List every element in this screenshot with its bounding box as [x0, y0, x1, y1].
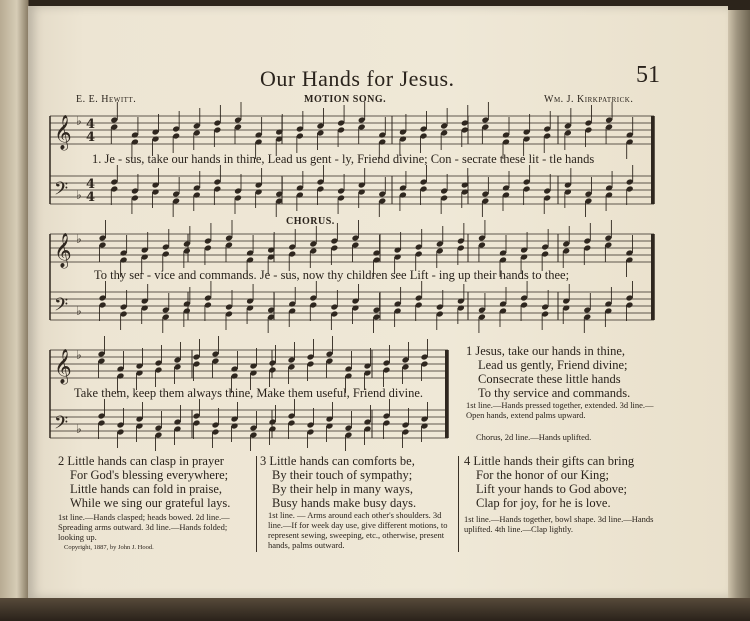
flat-icon: ♭: [76, 188, 82, 202]
author-credit: E. E. Hewitt.: [76, 94, 137, 105]
page-stack-edge: [728, 10, 750, 600]
book-bottom-edge: [0, 598, 750, 621]
bass-clef-icon: 𝄢: [54, 413, 69, 438]
verse-4-line-3: Lift your hands to God above;: [476, 482, 628, 496]
verse-4: [464, 454, 634, 510]
chorus-label: CHORUS.: [286, 216, 335, 227]
final-bar: [445, 350, 448, 438]
verse-1-line-1: 1 Jesus, take our hands in thine,: [466, 344, 626, 358]
verse-2-line-2: For God's blessing everywhere;: [70, 468, 229, 482]
verse-4-line-1: 4 Little hands their gifts can bring: [464, 454, 635, 468]
verse-1-line-3: Consecrate these little hands: [478, 372, 621, 386]
verse-4-line-4: Clap for joy, for he is love.: [476, 496, 611, 510]
lyric-line-1: 1. Je - sus, take our hands in thine, Lead us gent - ly, Friend divine; Con - secrate these lit - tle hands: [92, 152, 595, 166]
verse-2-motion-note: 1st line.—Hands clasped; heads bowed. 2d line.— Spreading arms outward. 3d line.—Hands folded; looking up.: [58, 512, 230, 542]
verse-2: [58, 454, 230, 510]
bass-clef-icon: 𝄢: [54, 179, 69, 204]
time-signature: 4: [86, 190, 96, 205]
bass-clef-icon: 𝄢: [54, 295, 69, 320]
flat-icon: ♭: [76, 304, 82, 318]
verse-4-line-2: For the honor of our King;: [476, 468, 609, 482]
lyric-line-3: Take them, keep them always thine, Make them useful, Friend divine.: [74, 386, 424, 400]
verse-2-line-4: While we sing our grateful lays.: [70, 496, 231, 510]
flat-icon: ♭: [76, 348, 82, 362]
hymn-title: Our Hands for Jesus.: [260, 66, 455, 91]
copyright-notice: Copyright, 1887, by John J. Hood.: [64, 544, 154, 551]
time-signature: 4: [86, 177, 96, 192]
page-number: 51: [636, 62, 660, 88]
treble-clef-icon: 𝄞: [54, 115, 72, 150]
treble-clef-icon: 𝄞: [54, 349, 72, 384]
treble-clef-icon: 𝄞: [54, 233, 72, 268]
flat-icon: ♭: [76, 422, 82, 436]
flat-icon: ♭: [76, 114, 82, 128]
song-subtitle: MOTION SONG.: [304, 94, 387, 105]
verse-1: [466, 344, 630, 400]
final-bar: [651, 234, 654, 320]
verse-3-line-1: 3 Little hands can comforts be,: [260, 454, 415, 468]
verse-1-line-4: To thy service and commands.: [478, 386, 631, 400]
flat-icon: ♭: [76, 232, 82, 246]
left-page-edge: [0, 0, 29, 600]
lyric-line-2: To thy ser - vice and commands. Je - sus, now thy children see Lift - ing up their hands to thee;: [94, 268, 570, 282]
verse-3: [260, 454, 416, 510]
verse-2-line-1: 2 Little hands can clasp in prayer: [58, 454, 224, 468]
hymn-page: [28, 6, 728, 598]
column-divider-2: [458, 456, 459, 552]
chorus-motion-note: Chorus, 2d line.—Hands uplifted.: [476, 432, 592, 442]
verse-2-line-3: Little hands can fold in praise,: [70, 482, 223, 496]
time-signature: 4: [86, 117, 96, 132]
verse-4-motion-note: 1st line.—Hands together, bowl shape. 3d line.—Hands uplifted. 4th line.—Clap lightly.: [464, 514, 654, 534]
final-bar: [651, 116, 654, 204]
verse-3-line-2: By their touch of sympathy;: [272, 468, 413, 482]
time-signature: 4: [86, 130, 96, 145]
column-divider-1: [256, 456, 257, 552]
verse-3-motion-note: 1st line. — Arms around each other's shoulders. 3d line.—If for week day use, give different motions, to represent sewing, sweeping, etc., otherwise, present hands, palms outward.: [268, 510, 448, 550]
verse-3-line-3: By their help in many ways,: [272, 482, 413, 496]
verse-1-motion-note: 1st line.—Hands pressed together, extended. 3d line.— Open hands, extend palms upward.: [466, 400, 654, 420]
verse-1-line-2: Lead us gently, Friend divine;: [478, 358, 628, 372]
composer-credit: Wm. J. Kirkpatrick.: [544, 94, 634, 105]
verse-3-line-4: Busy hands make busy days.: [272, 496, 417, 510]
